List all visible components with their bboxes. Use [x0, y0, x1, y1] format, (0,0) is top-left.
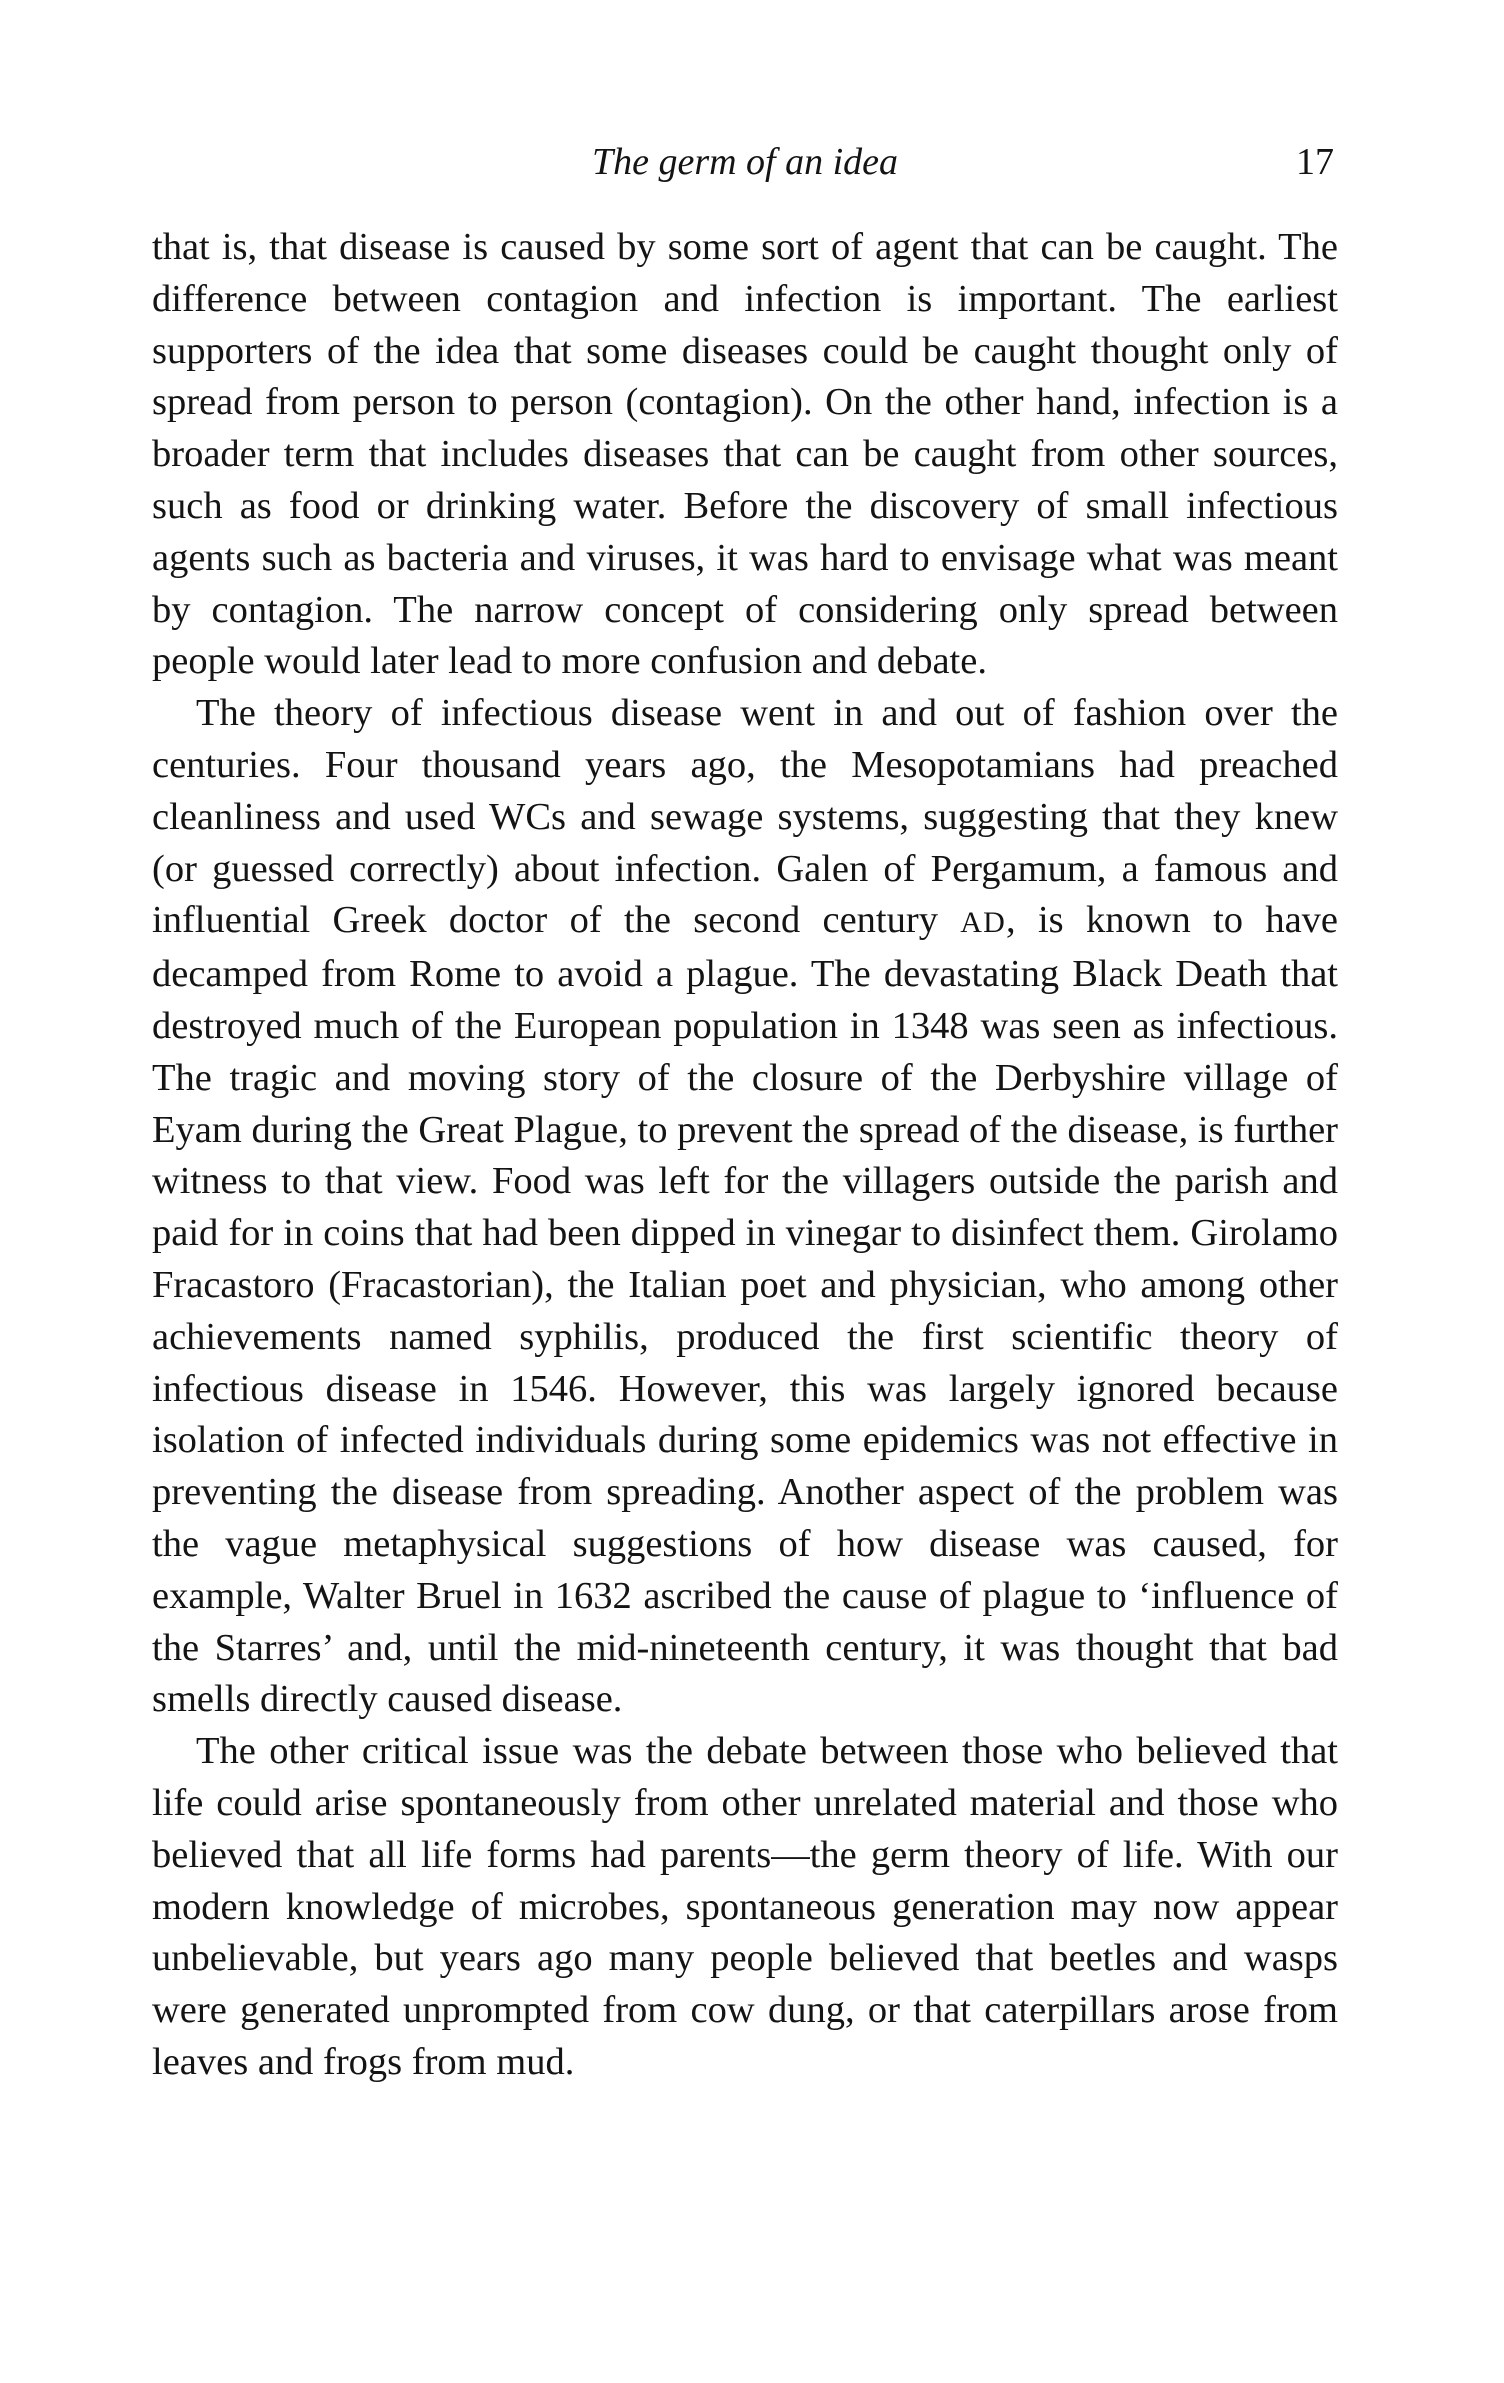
running-head	[152, 140, 1338, 200]
era-abbreviation: AD	[960, 906, 1007, 940]
paragraph-2-text-a: The theory of infectious disease went in and out of fashion over the centuries. Four thousand years ago, the Mesopotamians had preached cleanliness and used WCs and sewage systems, suggesting that they knew (or guessed correctly) about infection. Galen of Pergamum, a famous and influential Greek doctor of the second century	[152, 692, 1338, 942]
book-page	[152, 140, 1338, 2089]
body-text	[152, 222, 1338, 2089]
paragraph-2	[152, 688, 1338, 1726]
running-title: The germ of an idea	[591, 141, 899, 183]
paragraph-2-text-b: , is known to have decamped from Rome to avoid a plague. The devastating Black Death that destroyed much of the European population in 1348 was seen as infectious. The tragic and moving story of the closure of the Derbyshire village of Eyam during the Great Plague, to prevent the spread of the disease, is further witness to that view. Food was left for the villagers outside the parish and paid for in coins that had been dipped in vinegar to disinfect them. Girolamo Fracastoro (Fracastorian), the Italian poet and physician, who among other achievements named syphilis, produced the first scientific theory of infectious disease in 1546. However, this was largely ignored because isolation of infected individuals during some epidemics was not effective in preventing the disease from spreading. Another aspect of the problem was the vague metaphysical suggestions of how disease was caused, for example, Walter Bruel in 1632 ascribed the cause of plague to ‘influence of the Starres’ and, until the mid-nineteenth century, it was thought that bad smells directly caused disease.	[152, 899, 1339, 1721]
paragraph-3: The other critical issue was the debate between those who believed that life could arise spontaneously from other unrelated material and those who believed that all life forms had parents—the germ theory of life. With our modern knowledge of microbes, spontaneous generation may now appear unbelievable, but years ago many people believed that beetles and wasps were generated unprompted from cow dung, or that caterpillars arose from leaves and frogs from mud.	[152, 1730, 1338, 2083]
page-number: 17	[1296, 141, 1334, 183]
paragraph-1: that is, that disease is caused by some sort of agent that can be caught. The difference between contagion and infection is important. The earliest supporters of the idea that some diseases could be caught thought only of spread from person to person (contagion). On the other hand, infection is a broader term that includes diseases that can be caught from other sources, such as food or drinking water. Before the discovery of small infectious agents such as bacteria and viruses, it was hard to envisage what was meant by contagion. The narrow concept of considering only spread between people would later lead to more confusion and debate.	[152, 226, 1338, 683]
